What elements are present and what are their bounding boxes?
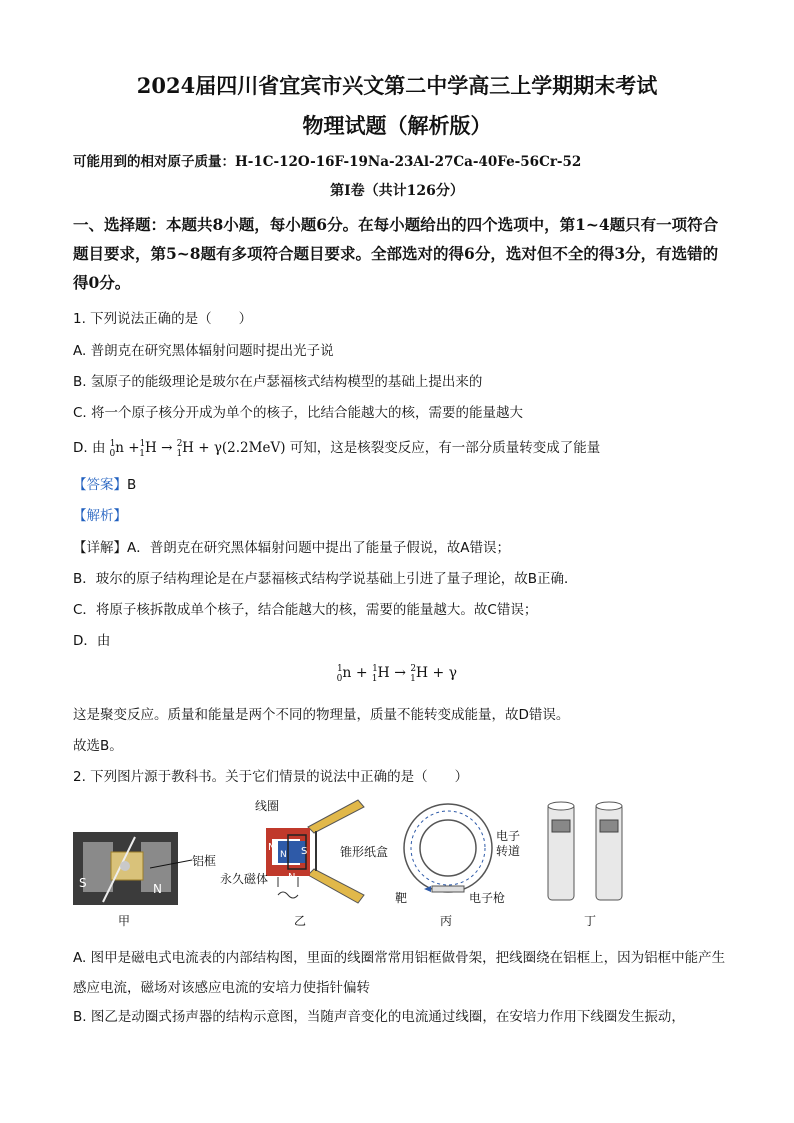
analysis-label: 【解析】 [73, 508, 127, 524]
q1-conclusion: 故选B。 [73, 738, 123, 754]
jia-label-frame: 铝框 [192, 854, 217, 868]
bing-label-target: 靶 [395, 891, 408, 905]
q1-answer [73, 473, 136, 493]
yi-label-cone: 锥形纸盒 [340, 845, 389, 859]
doc-title-line1: 2024届四川省宜宾市兴文第二中学高三上学期期末考试 [136, 73, 658, 98]
q1-option-a: A. 普朗克在研究黑体辐射问题时提出光子说 [73, 343, 334, 359]
tubes-diagram [540, 800, 640, 905]
q1-option-d [73, 436, 601, 459]
q1-stem [73, 307, 252, 327]
atomic-mass-note: 可能用到的相对原子质量：H-1C-12O-16F-19Na-23Al-27Ca-40Fe-56Cr-52 [73, 154, 582, 170]
bing-label-gun: 电子枪 [469, 891, 506, 905]
yi-label-magnet: 永久磁体 [220, 872, 269, 886]
yi-label-n3: N [288, 872, 296, 883]
q1-option-d-suffix: 可知，这是核裂变反应，有一部分质量转变成了能量 [289, 440, 601, 456]
bing-label-orbit: 电子 转道 [496, 829, 521, 858]
yi-n-inner: N [280, 850, 287, 860]
bing-caption: 丙 [440, 914, 453, 928]
jia-frame-pointer [150, 858, 192, 872]
yi-label-coil: 线圈 [255, 799, 280, 813]
jia-caption: 甲 [118, 914, 131, 928]
q1-equation-display: $^1_0$n + $^1_1$H → $^2_1$H + γ [336, 664, 458, 684]
q1-stem-text: 1. 下列说法正确的是（ ） [73, 311, 253, 327]
doc-title-line2: 物理试题（解析版） [302, 113, 492, 138]
q1-detail-b: B．玻尔的原子结构理论是在卢瑟福核式结构学说基础上引进了量子理论，故B正确． [73, 571, 578, 587]
yi-label-n1: N [288, 812, 296, 823]
volume-title: 第Ⅰ卷（共计126分） [330, 183, 464, 199]
q1-option-c: C. 将一个原子核分开成为单个的核子，比结合能越大的核，需要的能量越大 [73, 405, 524, 421]
jia-label-n: N [153, 882, 162, 896]
yi-caption: 乙 [294, 914, 307, 928]
q1-detail-d: D．由 [73, 633, 111, 649]
q2-option-a: A. 图甲是磁电式电流表的内部结构图，里面的线圈常常用铝框做骨架，把线圈绕在铝框上，因为铝框中能产生感应电流，磁场对该感应电流的安培力使指针偏转 [73, 950, 726, 996]
q1-option-b: B. 氢原子的能级理论是玻尔在卢瑟福核式结构模型的基础上提出来的 [73, 374, 483, 390]
q1-option-d-equation: $^1_0$n +$^1_1$H → $^2_1$H + γ(2.2MeV) [109, 439, 286, 459]
q1-detail-c: C．将原子核拆散成单个核子，结合能越大的核，需要的能量越大。故C错误； [73, 602, 538, 618]
q1-gamma: γ(2.2MeV) [213, 440, 286, 456]
ding-caption: 丁 [584, 914, 597, 928]
q1-option-d-prefix: D. 由 [73, 440, 106, 456]
q1-detail-note: 这是聚变反应。质量和能量是两个不同的物理量，质量不能转变成能量，故D错误。 [73, 707, 570, 723]
answer-label: 【答案】 [73, 477, 127, 493]
section-heading: 一、选择题：本题共8小题，每小题6分。在每小题给出的四个选项中，第1~4题只有一项符合题目要求，第5~8题有多项符合题目要求。全部选对的得6分，选对但不全的得3分，有选错的得0分。 [73, 215, 719, 292]
q2-stem: 2. 下列图片源于教科书。关于它们情景的说法中正确的是（ ） [73, 769, 469, 785]
q1-detail-a: 【详解】A．普朗克在研究黑体辐射问题中提出了能量子假说，故A错误； [73, 540, 510, 556]
yi-label-s: S [301, 846, 308, 857]
jia-label-s: S [79, 876, 87, 890]
answer-value: B [127, 477, 137, 493]
q2-option-b: B. 图乙是动圈式扬声器的结构示意图，当随声音变化的电流通过线圈，在安培力作用下线圈发生振动， [73, 1009, 685, 1025]
yi-label-n2: N [268, 842, 276, 853]
